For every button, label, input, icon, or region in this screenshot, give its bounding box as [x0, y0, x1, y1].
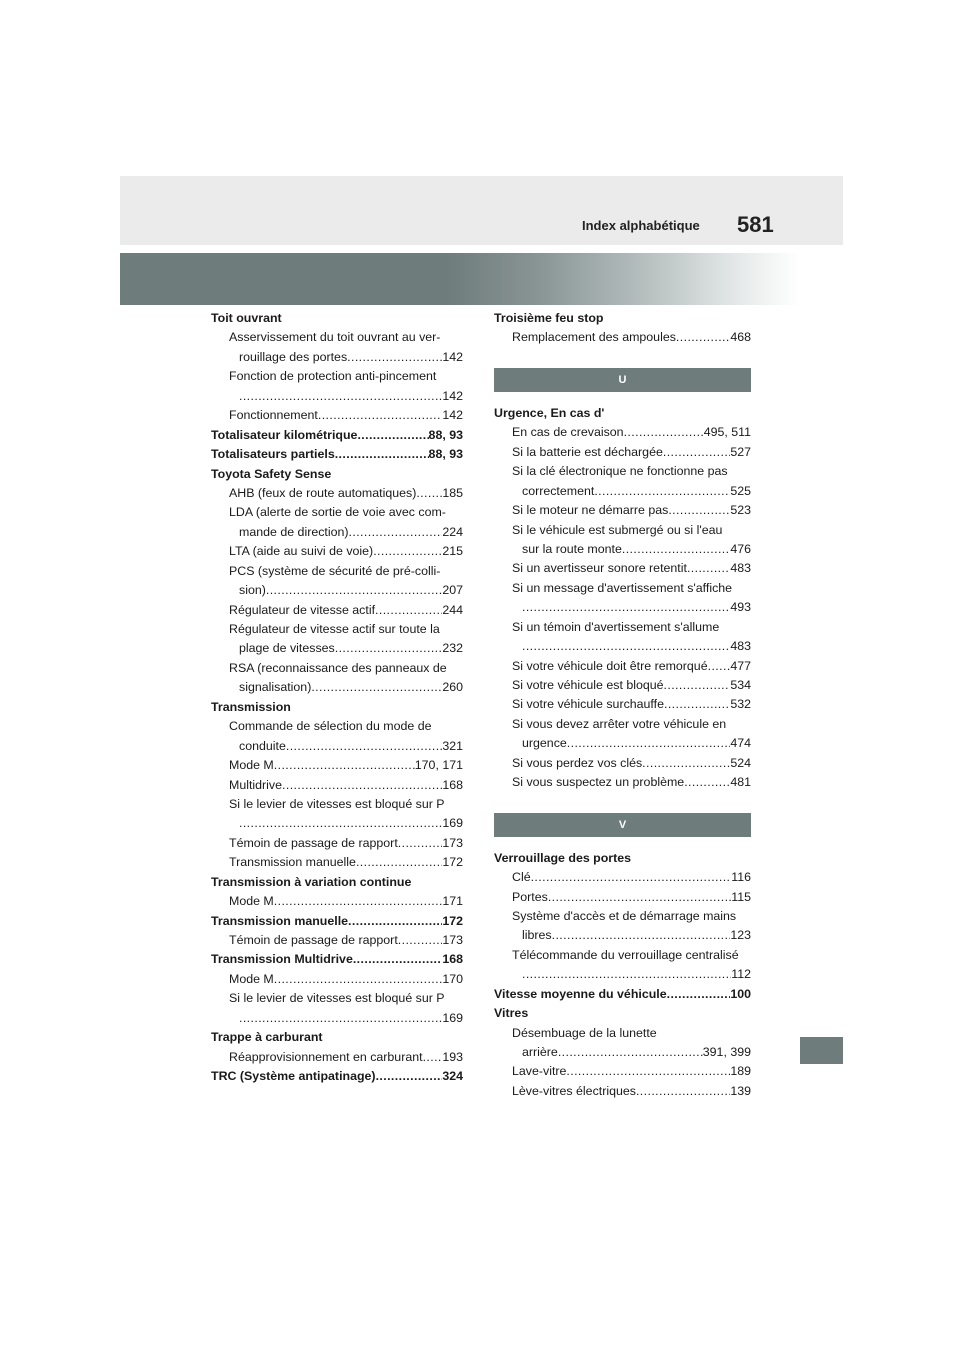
page-reference[interactable]: 173 [442, 835, 463, 850]
entry-label: rouillage des portes [239, 349, 348, 364]
entry-label: Toyota Safety Sense [211, 466, 332, 481]
dot-leader [347, 348, 442, 367]
index-sub-entry [211, 387, 463, 406]
page-reference[interactable]: 100 [730, 986, 751, 1001]
dot-leader [594, 482, 730, 501]
entry-label: Vitesse moyenne du véhicule [494, 986, 667, 1001]
dot-leader [274, 756, 415, 775]
index-sub-entry [211, 834, 463, 853]
page-reference[interactable]: 474 [730, 736, 751, 751]
index-heading-entry [211, 1028, 463, 1047]
entry-label: Asservissement du toit ouvrant au ver- [229, 330, 441, 345]
index-sub-entry [211, 562, 463, 581]
index-sub-entry [494, 1082, 751, 1101]
index-sub-entry [211, 737, 463, 756]
index-sub-entry [494, 521, 751, 540]
entry-label: Si votre véhicule surchauffe [512, 697, 664, 712]
entry-label: Totalisateur kilométrique [211, 427, 358, 442]
index-column-left [211, 309, 463, 1087]
dot-leader [622, 540, 730, 559]
page-reference[interactable]: 483 [730, 561, 751, 576]
page-reference[interactable]: 468 [730, 330, 751, 345]
dot-leader [663, 443, 730, 462]
dot-leader [239, 814, 442, 833]
dot-leader [373, 542, 442, 561]
page-reference[interactable]: 232 [442, 641, 463, 656]
page-reference[interactable]: 142 [442, 408, 463, 423]
page-reference[interactable]: 525 [730, 483, 751, 498]
index-sub-entry [494, 657, 751, 676]
entry-label: TRC (Système antipatinage) [211, 1069, 376, 1084]
index-sub-entry [494, 907, 751, 926]
entry-label: Témoin de passage de rapport [229, 933, 398, 947]
entry-label: Clé [512, 870, 531, 885]
page-reference[interactable]: 123 [730, 928, 751, 943]
section-title: Index alphabétique [582, 218, 700, 233]
page-reference[interactable]: 189 [730, 1064, 751, 1079]
entry-label: Désembuage de la lunette [512, 1025, 657, 1040]
page-reference[interactable]: 169 [442, 1010, 463, 1025]
dot-leader [642, 754, 730, 773]
index-heading-entry [494, 849, 751, 868]
index-sub-entry [494, 540, 751, 559]
page-reference[interactable]: 193 [442, 1049, 463, 1064]
page-reference[interactable]: 215 [442, 544, 463, 559]
dot-leader [335, 639, 443, 658]
dot-leader [274, 892, 443, 911]
entry-label: Lave-vitre [512, 1064, 567, 1079]
page-reference[interactable]: 88, 93 [428, 447, 463, 462]
entry-label: Fonction de protection anti-pincement [229, 369, 437, 384]
entry-label: Régulateur de vitesse actif [229, 602, 376, 617]
page-reference[interactable]: 139 [730, 1083, 751, 1098]
index-heading-entry [211, 950, 463, 969]
index-sub-entry [211, 581, 463, 600]
dot-leader [522, 637, 730, 656]
entry-label: Mode M [229, 894, 274, 909]
entry-label: mande de direction) [239, 524, 349, 539]
page-reference[interactable]: 142 [442, 349, 463, 364]
page-reference[interactable]: 532 [730, 697, 751, 712]
entry-label: Si un témoin d'avertissement s'allume [512, 619, 720, 634]
page-reference[interactable]: 324 [442, 1069, 463, 1084]
page-reference[interactable]: 170 [442, 971, 463, 986]
entry-label: libres [522, 928, 552, 943]
page-reference[interactable]: 527 [730, 444, 751, 459]
index-sub-entry [494, 328, 751, 347]
dot-leader [357, 426, 428, 445]
page-reference[interactable]: 116 [731, 870, 751, 885]
index-sub-entry [211, 814, 463, 833]
entry-label: sion) [239, 583, 266, 598]
index-sub-entry [211, 639, 463, 658]
index-sub-entry [494, 676, 751, 695]
entry-label: LDA (alerte de sortie de voie avec com- [229, 505, 446, 520]
index-heading-entry [211, 445, 463, 464]
dot-leader [286, 737, 442, 756]
page-reference[interactable]: 391, 399 [702, 1045, 751, 1059]
dot-leader [708, 657, 731, 676]
index-sub-entry [211, 367, 463, 386]
dot-leader [376, 1067, 443, 1086]
entry-label: Si vous devez arrêter votre véhicule en [512, 716, 727, 731]
index-sub-entry [494, 965, 751, 984]
index-sub-entry [494, 559, 751, 578]
index-sub-entry [494, 1043, 751, 1062]
entry-label: Transmission manuelle [211, 913, 349, 928]
index-sub-entry [211, 970, 463, 989]
index-sub-entry [211, 678, 463, 697]
entry-label: Témoin de passage de rapport [229, 835, 398, 850]
index-heading-entry [211, 309, 463, 328]
entry-label: Si le levier de vitesses est bloqué sur P [229, 991, 445, 1006]
page-reference[interactable]: 171 [442, 894, 463, 909]
dot-leader [522, 965, 731, 984]
dot-leader [687, 559, 730, 578]
index-sub-entry [211, 620, 463, 639]
page-reference[interactable]: 524 [730, 755, 751, 770]
index-sub-entry [494, 579, 751, 598]
entry-label: Vitres [494, 1006, 529, 1021]
entry-label: Mode M [229, 758, 274, 773]
index-sub-entry [211, 795, 463, 814]
page-reference[interactable]: 185 [442, 485, 463, 500]
entry-label: PCS (système de sécurité de pré-colli- [229, 563, 441, 578]
index-sub-entry [211, 542, 463, 561]
dot-leader [239, 1009, 442, 1028]
index-sub-entry [494, 637, 751, 656]
dot-leader [311, 678, 442, 697]
page-reference[interactable]: 142 [442, 388, 463, 403]
dot-leader [664, 695, 730, 714]
index-sub-entry [211, 1009, 463, 1028]
dot-leader [348, 912, 442, 931]
entry-label: Si le moteur ne démarre pas [512, 503, 669, 518]
page-reference[interactable]: 170, 171 [414, 758, 463, 773]
entry-label: Transmission à variation continue [211, 874, 412, 889]
page-reference[interactable]: 493 [730, 600, 751, 615]
entry-label: Réapprovisionnement en carburant [229, 1049, 423, 1064]
index-sub-entry [494, 1024, 751, 1043]
entry-label: Télécommande du verrouillage centralisé [512, 947, 739, 962]
index-sub-entry [211, 717, 463, 736]
entry-label: Portes [512, 889, 548, 904]
index-sub-entry [211, 503, 463, 522]
dot-leader [531, 868, 732, 887]
entry-label: Transmission [211, 699, 291, 714]
index-sub-entry [494, 715, 751, 734]
dot-leader [416, 484, 442, 503]
index-sub-entry [494, 946, 751, 965]
entry-label: Remplacement des ampoules [512, 330, 676, 345]
index-heading-entry [211, 698, 463, 717]
dot-leader [668, 501, 730, 520]
index-sub-entry [211, 406, 463, 425]
dot-leader [375, 601, 442, 620]
dot-leader [423, 1048, 443, 1067]
index-sub-entry [494, 462, 751, 481]
index-sub-entry [494, 695, 751, 714]
header-band [120, 176, 843, 245]
section-thumb-tab [800, 1037, 843, 1064]
spacer [494, 793, 751, 813]
entry-label: Mode M [229, 971, 274, 986]
entry-label: Toit ouvrant [211, 311, 282, 325]
dot-leader [239, 387, 442, 406]
entry-label: AHB (feux de route automatiques) [229, 485, 417, 500]
entry-label: sur la route monte [522, 541, 622, 556]
index-sub-entry [211, 1048, 463, 1067]
index-column-right [494, 309, 751, 1101]
letter-section-header: U [494, 368, 751, 392]
index-sub-entry [494, 888, 751, 907]
letter-section-header: V [494, 813, 751, 837]
page-reference[interactable]: 207 [442, 583, 463, 598]
index-sub-entry [211, 659, 463, 678]
index-sub-entry [494, 926, 751, 945]
index-sub-entry [494, 618, 751, 637]
dot-leader [664, 676, 731, 695]
index-heading-entry [211, 912, 463, 931]
index-heading-entry [494, 404, 751, 423]
entry-label: Si la batterie est déchargée [512, 444, 663, 459]
index-sub-entry [494, 501, 751, 520]
index-sub-entry [211, 756, 463, 775]
dot-leader [567, 734, 731, 753]
entry-label: Troisième feu stop [494, 311, 604, 325]
entry-label: Si la clé électronique ne fonctionne pas [512, 464, 728, 479]
entry-label: signalisation) [239, 680, 312, 695]
spacer [494, 392, 751, 404]
index-heading-entry [211, 465, 463, 484]
entry-label: Si votre véhicule doit être remorqué [512, 658, 708, 673]
index-sub-entry [494, 734, 751, 753]
dot-leader [558, 1043, 703, 1062]
entry-label: Régulateur de vitesse actif sur toute la [229, 622, 440, 636]
index-sub-entry [211, 348, 463, 367]
entry-label: Si votre véhicule est bloqué [512, 678, 664, 692]
entry-label: Si un avertisseur sonore retentit [512, 561, 687, 576]
entry-label: LTA (aide au suivi de voie) [229, 544, 374, 559]
entry-label: conduite [239, 738, 286, 753]
entry-label: Lève-vitres électriques [512, 1083, 636, 1098]
index-sub-entry [211, 523, 463, 542]
entry-label: RSA (reconnaissance des panneaux de [229, 660, 447, 675]
page-reference[interactable]: 321 [442, 738, 463, 753]
index-heading-entry [211, 873, 463, 892]
spacer [494, 837, 751, 849]
page-reference[interactable]: 172 [442, 913, 463, 928]
index-sub-entry [494, 773, 751, 792]
spacer [494, 348, 751, 368]
entry-label: Si un message d'avertissement s'affiche [512, 580, 733, 595]
index-sub-entry [211, 931, 463, 950]
index-sub-entry [211, 853, 463, 872]
dot-leader [282, 776, 442, 795]
page-reference[interactable]: 168 [442, 952, 463, 967]
dot-leader [349, 523, 443, 542]
dot-leader [356, 853, 442, 872]
dot-leader [318, 406, 442, 425]
page-reference[interactable]: 523 [730, 503, 751, 518]
page-reference[interactable]: 115 [731, 889, 751, 904]
page-reference[interactable]: 168 [442, 777, 463, 792]
dot-leader [667, 985, 731, 1004]
entry-label: Si le véhicule est submergé ou si l'eau [512, 522, 723, 537]
dot-leader [353, 950, 442, 969]
page-reference[interactable]: 88, 93 [428, 427, 463, 442]
entry-label: arrière [522, 1045, 558, 1059]
dot-leader [522, 598, 730, 617]
index-sub-entry [494, 482, 751, 501]
index-sub-entry [494, 868, 751, 887]
entry-label: urgence [522, 736, 567, 751]
entry-label: Verrouillage des portes [494, 850, 632, 865]
index-sub-entry [211, 989, 463, 1008]
entry-label: Transmission manuelle [229, 855, 356, 870]
dot-leader [552, 926, 731, 945]
entry-label: Totalisateurs partiels [211, 447, 335, 462]
index-heading-entry [494, 985, 751, 1004]
page-reference[interactable]: 481 [730, 775, 751, 790]
dot-leader [566, 1062, 730, 1081]
entry-label: Urgence, En cas d' [494, 405, 605, 420]
entry-label: plage de vitesses [239, 641, 335, 656]
entry-label: Transmission Multidrive [211, 952, 353, 967]
page-reference[interactable]: 169 [442, 816, 463, 831]
index-sub-entry [211, 892, 463, 911]
entry-label: Fonctionnement [229, 408, 318, 423]
index-sub-entry [494, 1062, 751, 1081]
entry-label: Multidrive [229, 777, 283, 792]
index-sub-entry [494, 423, 751, 442]
dot-leader [636, 1082, 730, 1101]
index-sub-entry [211, 776, 463, 795]
page-reference[interactable]: 224 [442, 524, 463, 539]
index-sub-entry [211, 601, 463, 620]
index-sub-entry [211, 484, 463, 503]
dot-leader [676, 328, 730, 347]
page-reference[interactable]: 476 [730, 541, 751, 556]
dot-leader [548, 888, 731, 907]
page-reference[interactable]: 112 [731, 967, 751, 982]
decorative-gradient-bar [120, 253, 800, 305]
page-number: 581 [737, 212, 774, 237]
dot-leader [335, 445, 429, 464]
index-heading-entry [494, 309, 751, 328]
entry-label: Si vous suspectez un problème [512, 775, 685, 790]
entry-label: Si le levier de vitesses est bloqué sur P [229, 796, 445, 811]
dot-leader [684, 773, 730, 792]
dot-leader [398, 931, 443, 950]
page-reference[interactable]: 244 [442, 602, 463, 617]
page-reference[interactable]: 534 [730, 678, 751, 692]
page-reference[interactable]: 260 [442, 680, 463, 695]
dot-leader [266, 581, 442, 600]
entry-label: Si vous perdez vos clés [512, 755, 643, 770]
index-sub-entry [211, 328, 463, 347]
dot-leader [274, 970, 443, 989]
index-heading-entry [211, 426, 463, 445]
index-sub-entry [494, 754, 751, 773]
entry-label: En cas de crevaison [512, 425, 624, 440]
page-reference[interactable]: 483 [730, 639, 751, 654]
page-reference[interactable]: 477 [730, 658, 751, 673]
page-reference[interactable]: 495, 511 [703, 425, 751, 440]
index-sub-entry [494, 443, 751, 462]
dot-leader [624, 423, 704, 442]
page-reference[interactable]: 173 [442, 933, 463, 947]
index-heading-entry [494, 1004, 751, 1023]
index-heading-entry [211, 1067, 463, 1086]
entry-label: correctement [522, 483, 595, 498]
entry-label: Trappe à carburant [211, 1030, 323, 1045]
entry-label: Commande de sélection du mode de [229, 719, 432, 734]
entry-label: Système d'accès et de démarrage mains [512, 908, 737, 923]
dot-leader [398, 834, 443, 853]
page-reference[interactable]: 172 [442, 855, 463, 870]
index-sub-entry [494, 598, 751, 617]
